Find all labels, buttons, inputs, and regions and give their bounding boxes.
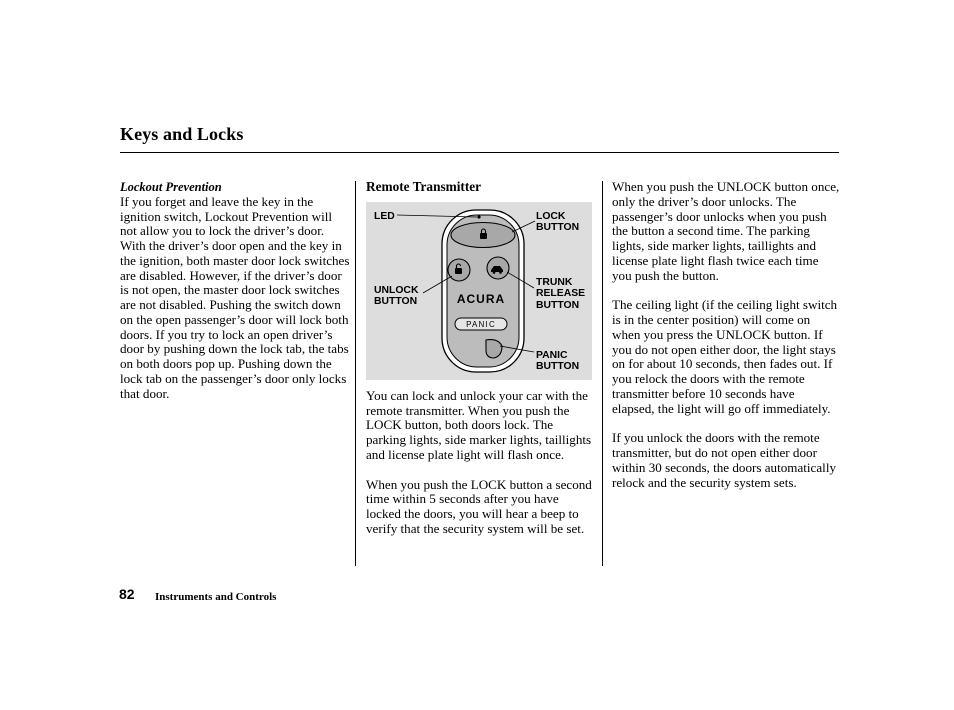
column-lockout-prevention <box>120 180 352 401</box>
acura-logo-text: ACURA <box>456 291 506 306</box>
remote-transmitter-heading: Remote Transmitter <box>366 179 482 194</box>
footer-section-title: Instruments and Controls <box>155 591 277 603</box>
lockout-prevention-heading: Lockout Prevention <box>120 180 222 194</box>
unlock-paragraph-2: The ceiling light (if the ceiling light switch is in the center position) will come on when you press the UNLOCK button. If you do not open either door, the light stays on for about 10 seconds, then fades out. If you relock the doors with the remote transmitter before 10 seconds have elapsed, the light will go off immediately. <box>612 297 838 416</box>
panic-key-label: PANIC <box>466 319 496 329</box>
title-divider <box>120 152 839 153</box>
unlock-button-label: UNLOCK BUTTON <box>374 284 419 308</box>
unlock-paragraph-1: When you push the UNLOCK button once, only the driver’s door unlocks. The passenger’s door unlocks when you push the button a second time. The parking lights, side marker lights, taillights and license plate light flash twice each time you push the button. <box>612 179 840 283</box>
unlock-paragraph-3: If you unlock the doors with the remote transmitter, but do not open either door within 30 seconds, the doors automatically relock and the security system sets. <box>612 430 837 490</box>
page-number: 82 <box>119 586 135 602</box>
panic-button-shape <box>486 339 502 357</box>
column-remote-transmitter <box>366 180 594 537</box>
remote-transmitter-paragraph-1: You can lock and unlock your car with the remote transmitter. When you push the LOCK button, both doors lock. The parking lights, side marker lights, taillights and license plate light will flash once. <box>366 387 592 462</box>
remote-transmitter-figure <box>366 202 592 380</box>
led-indicator <box>477 215 480 218</box>
trunk-release-button-label: TRUNK RELEASE BUTTON <box>536 276 586 311</box>
led-label: LED <box>374 210 395 222</box>
panic-button-label: PANIC BUTTON <box>536 349 580 373</box>
lock-button-label: LOCK BUTTON <box>536 210 580 234</box>
column-unlock-info <box>612 180 840 490</box>
remote-transmitter-paragraph-2: When you push the LOCK button a second time within 5 seconds after you have locked the doors, you will hear a beep to verify that the security system will be set. <box>366 476 592 536</box>
column-divider-2 <box>602 181 603 566</box>
lockout-prevention-text: If you forget and leave the key in the ignition switch, Lockout Prevention will not allow you to lock the driver’s door. With the driver’s door open and the key in the ignition, both master door lock switches are disabled. However, if the driver’s door is not open, the master door lock switches are not disabled. Pushing the switch down on the open passenger’s door will lock both doors. If you try to lock an open driver’s door by pushing down the lock tab, the tabs on both doors pop up. Pushing down the lock tab on the passenger’s door only locks that door. <box>120 193 350 401</box>
page-title: Keys and Locks <box>120 124 244 144</box>
column-divider-1 <box>355 181 356 566</box>
